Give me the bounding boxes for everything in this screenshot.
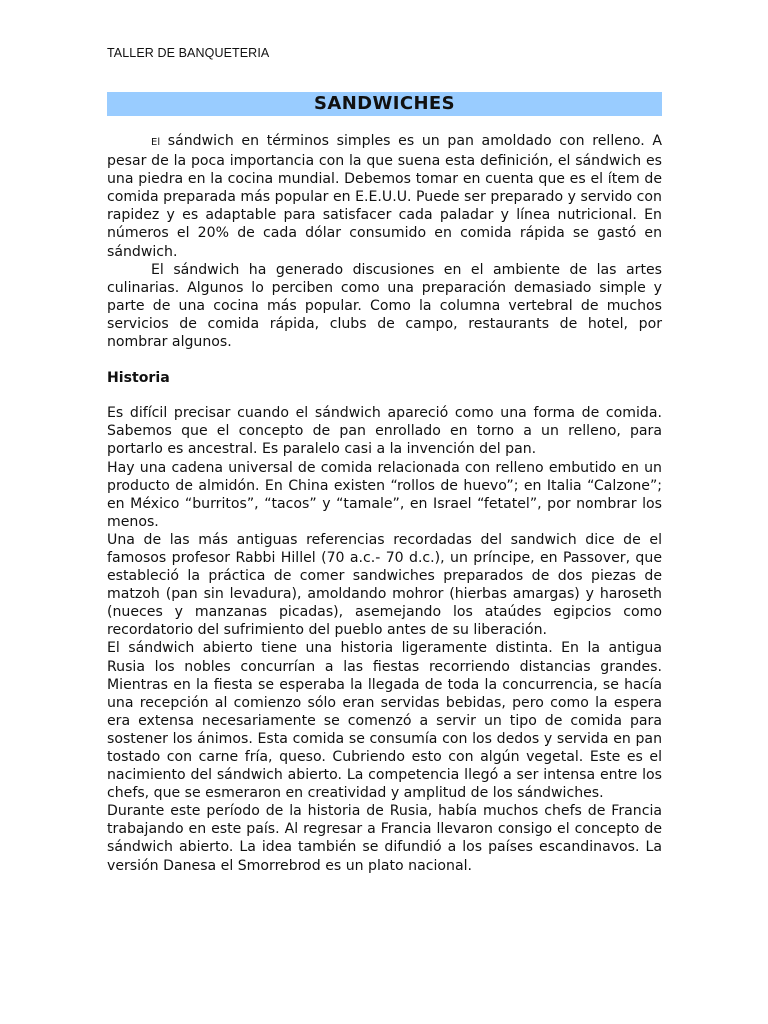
section-heading-historia: Historia [107, 370, 170, 387]
history-paragraph-2: Hay una cadena universal de comida relacionada con relleno embutido en un producto de almidón. En China existen “rollos de huevo”; en Italia “Calzone”; en México “burritos”, “tacos” y “tamale”, en Israel “fetatel”, por nombrar los menos. [107, 459, 662, 530]
history-paragraph-5: Durante este período de la historia de Rusia, había muchos chefs de Francia trabajando en este país. Al regresar a Francia llevaron consigo el concepto de sándwich abierto. La idea también se difundió a los países escandinavos. La versión Danesa el Smorrebrod es un plato nacional. [107, 803, 662, 874]
intro-paragraph-2: El sándwich ha generado discusiones en el ambiente de las artes culinarias. Algunos lo perciben como una preparación demasiado simple y parte de una cocina más popular. Como la columna vertebral de muchos servicios de comida rápida, clubs de campo, restaurants de hotel, por nombrar algunos. [107, 261, 662, 351]
document-title: SANDWICHES [314, 93, 455, 114]
running-header: TALLER DE BANQUETERIA [107, 46, 270, 60]
intro-paragraph-1 [107, 132, 662, 261]
intro-paragraph-1-text: sándwich en términos simples es un pan amoldado con relleno. A pesar de la poca importancia con la que suena esta definición, el sándwich es una piedra en la cocina mundial. Debemos tomar en cuenta que es el ítem de comida preparada más popular en E.E.U.U. Puede ser preparado y servido con rapidez y es adaptable para satisfacer cada paladar y línea nutricional. En números el 20% de cada dólar consumido en comida rápida se gastó en sándwich. [107, 133, 662, 260]
intro-lead-word: El [151, 137, 161, 148]
history-paragraph-1: Es difícil precisar cuando el sándwich apareció como una forma de comida. Sabemos que el concepto de pan enrollado en torno a un relleno, para portarlo es ancestral. Es paralelo casi a la invención del pan. [107, 405, 662, 458]
document-body [107, 132, 662, 875]
history-paragraph-3: Una de las más antiguas referencias recordadas del sandwich dice de el famosos profesor Rabbi Hillel (70 a.c.- 70 d.c.), un príncipe, en Passover, que estableció la práctica de comer sandwiches preparados de dos piezas de matzoh (pan sin levadura), amoldando mohror (hierbas amargas) y haroseth (nueces y manzanas picadas), asemejando los ataúdes egipcios como recordatorio del sufrimiento del pueblo antes de su liberación. [107, 531, 662, 639]
history-paragraph-4: El sándwich abierto tiene una historia ligeramente distinta. En la antigua Rusia los nobles concurrían a las fiestas recorriendo distancias grandes. Mientras en la fiesta se esperaba la llegada de toda la concurrencia, se hacía una recepción al comienzo sólo eran servidas bebidas, pero como la espera era extensa necesariamente se comenzó a servir un tipo de comida para sostener los ánimos. Esta comida se consumía con los dedos y servida en pan tostado con carne fría, queso. Cubriendo esto con algún vegetal. Este es el nacimiento del sándwich abierto. La competencia llegó a ser intensa entre los chefs, que se esmeraron en creatividad y amplitud de los sándwiches. [107, 640, 662, 802]
title-banner [107, 92, 662, 116]
